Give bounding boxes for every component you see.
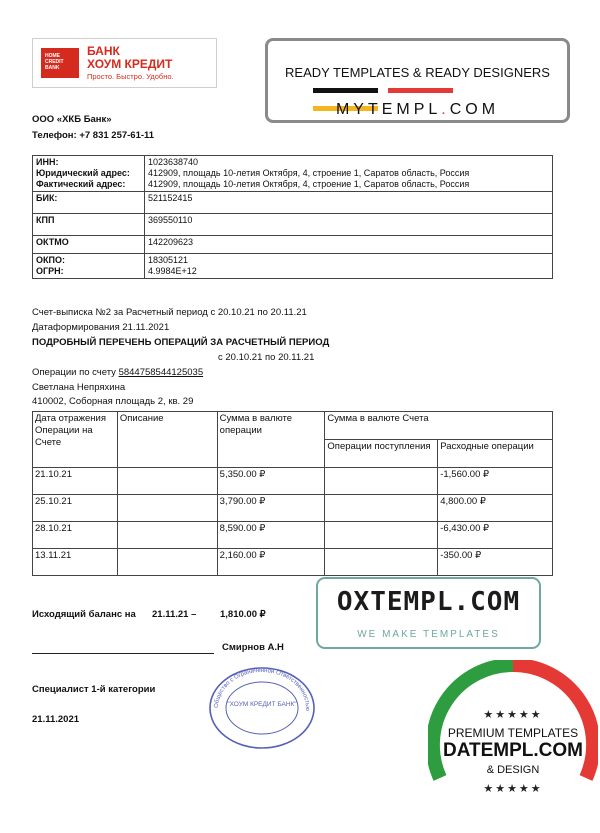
logo-name-line1: БАНК [87, 44, 120, 58]
row-date: 25.10.21 [33, 495, 118, 522]
row-operation-amount: 3,790.00 ₽ [217, 495, 325, 522]
row-expense: -350.00 ₽ [438, 549, 553, 576]
org-phone: Телефон: +7 831 257-61-11 [32, 130, 155, 141]
table-header-row [33, 412, 553, 440]
inn-value: 1023638740 [148, 157, 199, 167]
stamp-center-text: "ХОУМ КРЕДИТ БАНК" [227, 701, 297, 708]
account-line [32, 367, 203, 379]
row-income [325, 522, 438, 549]
bank-details-table [32, 155, 553, 279]
account-number: 5844758544125035 [118, 367, 204, 378]
row-operation-amount: 8,590.00 ₽ [217, 522, 325, 549]
kpp-value: 369550110 [145, 214, 553, 236]
watermark-mytempl-site: MYTEMPL.COM [335, 101, 500, 118]
stars-top: ★★★★★ [483, 709, 543, 721]
logo-slogan: Просто. Быстро. Удобно. [87, 72, 174, 81]
statement-title: Счет-выписка №2 за Расчетный период с 20.10.21 по 20.11.21 [32, 307, 307, 318]
row-description [117, 495, 217, 522]
header-account-amount: Сумма в валюте Счета [325, 412, 553, 440]
ogrn-label: ОГРН: [36, 266, 64, 276]
statement-formed-date: Датаформирования 21.11.2021 [32, 322, 170, 333]
balance-label: Исходящий баланс на [32, 609, 136, 620]
legal-address-label: Юридический адрес: [36, 168, 130, 178]
watermark-color-bars [313, 88, 528, 93]
ogrn-value: 4.9984E+12 [148, 266, 197, 276]
kpp-label: КПП [33, 214, 145, 236]
watermark-mytempl [265, 38, 570, 123]
table-row [33, 254, 553, 279]
header-description: Описание [117, 412, 217, 468]
row-income [325, 549, 438, 576]
row-date: 28.10.21 [33, 522, 118, 549]
signer-name: Смирнов А.Н [222, 642, 284, 653]
org-name: ООО «ХКБ Банк» [32, 114, 112, 125]
balance-amount: 1,810.00 ₽ [220, 609, 266, 620]
table-row [33, 156, 553, 192]
row-description [117, 468, 217, 495]
client-address: 410002, Соборная площадь 2, кв. 29 [32, 396, 194, 407]
okpo-label: ОКПО: [36, 255, 65, 265]
logo-mark: HOME CREDIT BANK [41, 48, 79, 78]
row-operation-amount: 2,160.00 ₽ [217, 549, 325, 576]
statement-period: с 20.10.21 по 20.11.21 [218, 352, 315, 363]
oktmo-label: ОКТМО [33, 236, 145, 254]
watermark-datempl [428, 660, 598, 830]
bik-label: БИК: [33, 192, 145, 214]
row-income [325, 495, 438, 522]
bank-stamp [207, 666, 317, 750]
client-name: Светлана Непряхина [32, 382, 126, 393]
row-expense: -6,430.00 ₽ [438, 522, 553, 549]
actual-address-value: 412909, площадь 10-летия Октября, 4, строение 1, Саратов область, Россия [148, 179, 470, 189]
legal-address-value: 412909, площадь 10-летия Октября, 4, строение 1, Саратов область, Россия [148, 168, 470, 178]
table-row [33, 192, 553, 214]
header-income: Операции поступления [325, 440, 438, 468]
logo-name-line2: ХОУМ КРЕДИТ [87, 57, 173, 71]
watermark-datempl-line1: PREMIUM TEMPLATES [447, 726, 579, 740]
signature-date: 21.11.2021 [32, 714, 80, 725]
row-date: 21.10.21 [33, 468, 118, 495]
row-description [117, 549, 217, 576]
stamp-ring-text: Общество с Ограниченной Ответственностью [213, 667, 311, 711]
actual-address-label: Фактический адрес: [36, 179, 126, 189]
table-row [33, 468, 553, 495]
watermark-oxtempl-tagline: WE MAKE TEMPLATES [357, 629, 500, 640]
row-date: 13.11.21 [33, 549, 118, 576]
table-row [33, 214, 553, 236]
watermark-oxtempl [316, 577, 541, 649]
balance-date: 21.11.21 – [152, 609, 197, 620]
header-operation-amount: Сумма в валюте операции [217, 412, 325, 468]
row-operation-amount: 5,350.00 ₽ [217, 468, 325, 495]
statement-heading: ПОДРОБНЫЙ ПЕРЕЧЕНЬ ОПЕРАЦИЙ ЗА РАСЧЕТНЫЙ ПЕРИОД [32, 337, 330, 348]
row-expense: -1,560.00 ₽ [438, 468, 553, 495]
table-row [33, 522, 553, 549]
header-date: Дата отражения Операции на Счете [33, 412, 118, 468]
okpo-value: 18305121 [148, 255, 189, 265]
signer-position: Специалист 1-й категории [32, 684, 156, 695]
bank-logo [32, 38, 217, 88]
signature-line [32, 653, 214, 654]
header-expense: Расходные операции [438, 440, 553, 468]
table-row [33, 495, 553, 522]
oktmo-value: 142209623 [145, 236, 553, 254]
operations-table [32, 411, 553, 576]
watermark-datempl-line3: & DESIGN [486, 764, 540, 776]
inn-label: ИНН: [36, 157, 59, 167]
watermark-oxtempl-title: OXTEMPL.COM [336, 587, 521, 617]
row-income [325, 468, 438, 495]
watermark-mytempl-tagline: READY TEMPLATES & READY DESIGNERS [285, 65, 550, 80]
row-description [117, 522, 217, 549]
row-expense: 4,800.00 ₽ [438, 495, 553, 522]
bik-value: 521152415 [145, 192, 553, 214]
account-label: Операции по счету [32, 367, 116, 378]
watermark-datempl-line2: DATEMPL.COM [442, 740, 584, 761]
table-row [33, 549, 553, 576]
table-row [33, 236, 553, 254]
stars-bottom: ★★★★★ [483, 783, 543, 795]
